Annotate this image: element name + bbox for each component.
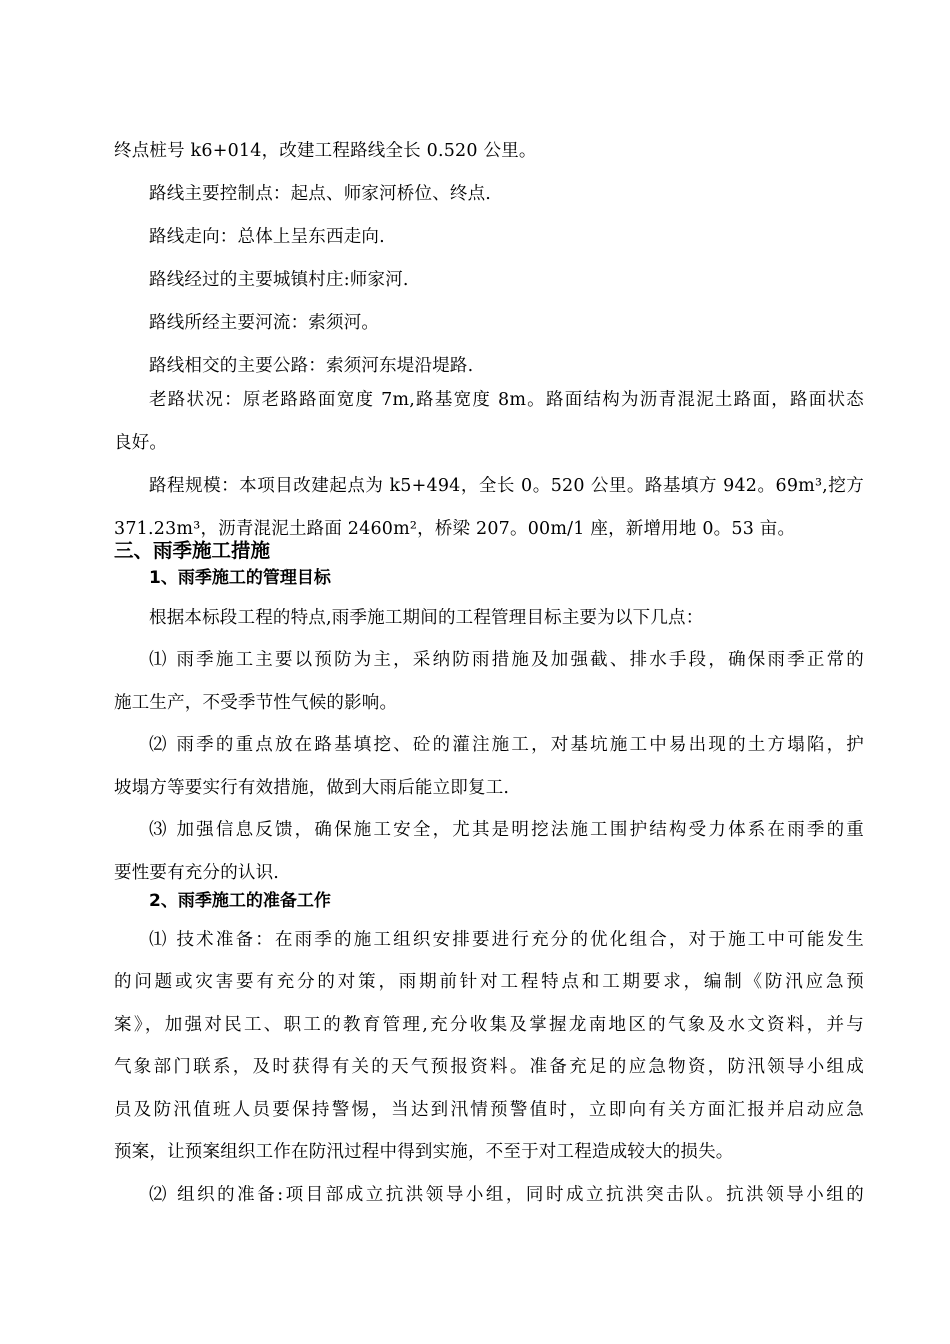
text-line: ⑵ 组织的准备:项目部成立抗洪领导小组，同时成立抗洪突击队。抗洪领导小组的	[149, 1185, 864, 1205]
text-line: 案》，加强对民工、职工的教育管理,充分收集及掌握龙南地区的气象及水文资料，并与	[114, 1015, 864, 1035]
text-line: 气象部门联系，及时获得有关的天气预报资料。准备充足的应急物资，防汛领导小组成	[114, 1057, 864, 1077]
text-line: ⑶ 加强信息反馈，确保施工安全，尤其是明挖法施工围护结构受力体系在雨季的重	[149, 820, 864, 840]
text-line: ⑴ 雨季施工主要以预防为主，采纳防雨措施及加强截、排水手段，确保雨季正常的	[149, 650, 864, 670]
text-line: 预案，让预案组织工作在防汛过程中得到实施，不至于对工程造成较大的损失。	[114, 1142, 734, 1162]
text-line: 终点桩号 k6+014，改建工程路线全长 0.520 公里。	[114, 141, 537, 161]
text-line: 路线经过的主要城镇村庄:师家河.	[149, 270, 409, 290]
text-line: ⑴ 技术准备：在雨季的施工组织安排要进行充分的优化组合，对于施工中可能发生	[149, 930, 864, 950]
text-line: 路线相交的主要公路：索须河东堤沿堤路.	[149, 356, 474, 376]
text-line: 路线走向：总体上呈东西走向.	[149, 227, 385, 247]
text-line: 要性要有充分的认识.	[114, 863, 280, 883]
section-heading: 三、雨季施工措施	[114, 539, 271, 562]
text-line: ⑵ 雨季的重点放在路基填挖、砼的灌注施工，对基坑施工中易出现的土方塌陷，护	[149, 735, 864, 755]
text-line: 路程规模：本项目改建起点为 k5+494，全长 0。520 公里。路基填方 942。69m³,挖方	[149, 476, 864, 496]
text-line: 良好。	[114, 433, 168, 453]
text-line: 坡塌方等要实行有效措施，做到大雨后能立即复工.	[114, 778, 510, 798]
text-line: 路线主要控制点：起点、师家河桥位、终点.	[149, 184, 492, 204]
text-line: 老路状况：原老路路面宽度 7m,路基宽度 8m。路面结构为沥青混泥土路面，路面状态	[149, 390, 864, 410]
text-line: 根据本标段工程的特点,雨季施工期间的工程管理目标主要为以下几点：	[149, 608, 704, 628]
text-line: 371.23m³，沥青混泥土路面 2460m²，桥梁 207。00m/1 座，新增用地 0。53 亩。	[114, 519, 796, 539]
text-line: 员及防汛值班人员要保持警惕，当达到汛情预警值时，立即向有关方面汇报并启动应急	[114, 1100, 864, 1120]
text-line: 路线所经主要河流：索须河。	[149, 313, 380, 333]
subsection-heading: 2、雨季施工的准备工作	[149, 891, 331, 911]
text-line: 的问题或灾害要有充分的对策，雨期前针对工程特点和工期要求，编制《防汛应急预	[114, 972, 864, 992]
subsection-heading: 1、雨季施工的管理目标	[149, 568, 331, 588]
text-line: 施工生产，不受季节性气候的影响。	[114, 693, 398, 713]
